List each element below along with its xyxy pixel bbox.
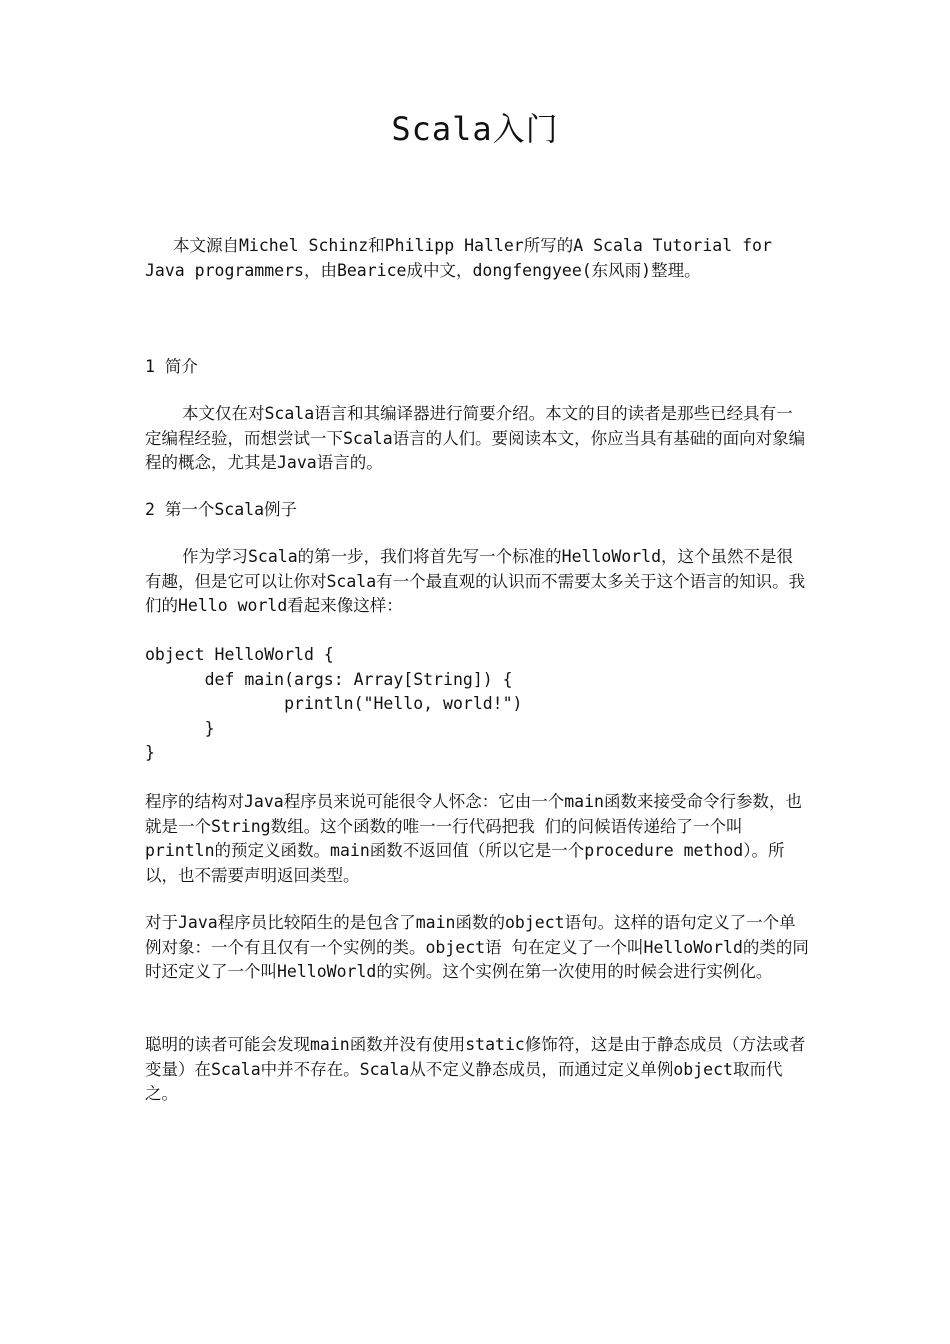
static-modifier-paragraph: 聪明的读者可能会发现main函数并没有使用static修饰符，这是由于静态成员（方法或者变量）在Scala中并不存在。Scala从不定义静态成员，而通过定义单例object取而代之。 bbox=[145, 1035, 806, 1104]
section-2-paragraph: 作为学习Scala的第一步，我们将首先写一个标准的HelloWorld，这个虽然不是很有趣，但是它可以让你对Scala有一个最直观的认识而不需要太多关于这个语言的知识。我们的Hello world看起来像这样： bbox=[145, 547, 806, 616]
section-1-paragraph: 本文仅在对Scala语言和其编译器进行简要介绍。本文的目的读者是那些已经具有一定编程经验，而想尝试一下Scala语言的人们。要阅读本文，你应当具有基础的面向对象编程的概念，尤其是Java语言的。 bbox=[145, 404, 806, 473]
hello-world-code-block: object HelloWorld { def main(args: Array[String]) { println("Hello, world!") } } bbox=[145, 645, 523, 763]
document-title: Scala入门 bbox=[391, 110, 559, 148]
intro-paragraph: 本文源自Michel Schinz和Philipp Haller所写的A Scala Tutorial for Java programmers，由Bearice成中文，dongfengyee(东风雨)整理。 bbox=[145, 236, 772, 280]
object-statement-paragraph: 对于Java程序员比较陌生的是包含了main函数的object语句。这样的语句定义了一个单例对象：一个有且仅有一个实例的类。object语 句在定义了一个叫HelloWorld的类的同时还定义了一个叫HelloWorld的实例。这个实例在第一次使用的时候会进行实例化。 bbox=[145, 913, 809, 982]
section-heading-first-example: 2 第一个Scala例子 bbox=[145, 500, 298, 519]
section-heading-intro: 1 简介 bbox=[145, 357, 198, 376]
program-structure-paragraph: 程序的结构对Java程序员来说可能很令人怀念：它由一个main函数来接受命令行参数，也就是一个String数组。这个函数的唯一一行代码把我 们的问候语传递给了一个叫println的预定义函数。main函数不返回值（所以它是一个procedure method）。所以，也不需要声明返回类型。 bbox=[145, 792, 802, 885]
